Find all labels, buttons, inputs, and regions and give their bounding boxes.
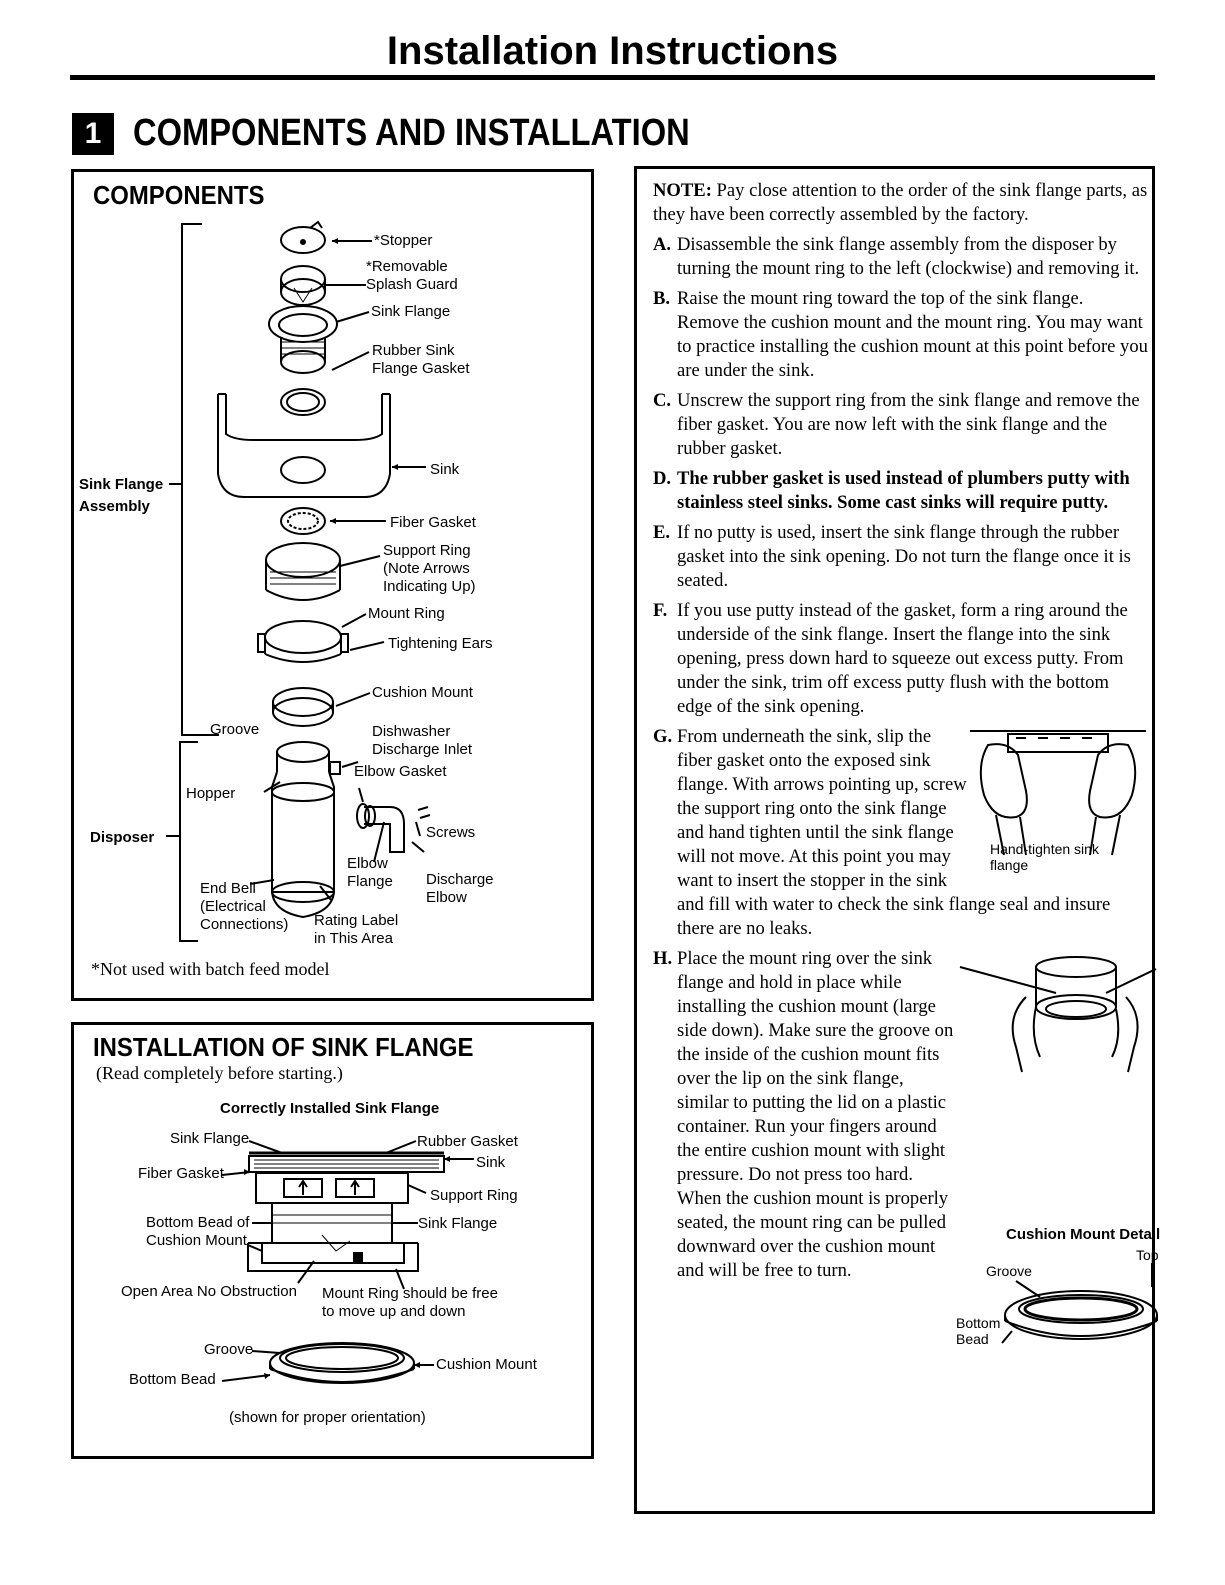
- label-screws: Screws: [426, 824, 476, 841]
- label-groove: Groove: [210, 721, 260, 738]
- step-text: Unscrew the support ring from the sink flange and remove the fiber gasket. You are now left with the sink flange and the rubber gasket.: [677, 390, 1140, 459]
- step-text: If you use putty instead of the gasket, form a ring around the underside of the sink flange. Insert the flange into the sink opening, press down hard to squeeze out excess putty. From under the sink, trim off excess putty flush with the bottom edge of the sink opening.: [677, 600, 1128, 717]
- section-title: COMPONENTS AND INSTALLATION: [133, 112, 690, 154]
- label-indicating-up: Indicating Up): [383, 578, 476, 595]
- step-text: Disassemble the sink flange assembly from the disposer by turning the mount ring to the left (clockwise) and removing it.: [677, 234, 1140, 279]
- mount-ring-hands-illustration: [956, 947, 1166, 1077]
- label-support-ring: Support Ring: [383, 542, 471, 559]
- label-install-groove: Groove: [204, 1341, 254, 1358]
- instructions-panel: [634, 166, 1161, 1514]
- step-letter: F.: [653, 600, 668, 621]
- label-sink-flange-assembly-1: Sink Flange: [79, 476, 164, 493]
- label-in-this-area: in This Area: [314, 930, 393, 947]
- label-orientation: (shown for proper orientation): [229, 1409, 426, 1426]
- label-install-cushion-mount: Cushion Mount: [436, 1356, 537, 1373]
- step-g: [653, 725, 1148, 941]
- step-letter: E.: [653, 522, 671, 543]
- label-stopper: *Stopper: [374, 232, 433, 249]
- label-bottom-bead: Bottom Bead: [129, 1371, 216, 1388]
- label-dishwasher: Dishwasher: [372, 723, 451, 740]
- label-rating-label: Rating Label: [314, 912, 399, 929]
- step-a: [653, 233, 1148, 281]
- label-install-support-ring: Support Ring: [430, 1187, 518, 1204]
- components-diagram: [74, 212, 591, 1002]
- fig-h-bead: Bead: [956, 1331, 989, 1347]
- components-panel: [71, 169, 594, 1001]
- step-f: [653, 599, 1148, 719]
- mount-ring-hands-figure: [956, 947, 1166, 1077]
- label-flange: Flange: [347, 873, 393, 890]
- fig-h-title: Cushion Mount Detail: [1006, 1226, 1161, 1243]
- label-fiber-gasket: Fiber Gasket: [390, 514, 476, 531]
- label-open-area: Open Area No Obstruction: [121, 1283, 297, 1300]
- instructions-text: [653, 179, 1161, 1363]
- title-rule: [70, 75, 1155, 80]
- label-hopper: Hopper: [186, 785, 236, 802]
- install-subheading: (Read completely before starting.): [96, 1063, 343, 1083]
- label-elbow2: Elbow: [426, 889, 467, 906]
- label-install-sink-flange: Sink Flange: [418, 1215, 498, 1232]
- step-letter: D.: [653, 468, 672, 489]
- label-rubber-gasket: Rubber Gasket: [417, 1133, 518, 1150]
- step-e: [653, 521, 1148, 593]
- label-removable: *Removable: [366, 258, 448, 275]
- fig-h-top: Top: [1136, 1247, 1159, 1263]
- step-d: [653, 467, 1148, 515]
- label-connections: Connections): [200, 916, 289, 933]
- page-title: Installation Instructions: [386, 29, 839, 73]
- label-mount-ring: Mount Ring: [368, 605, 445, 622]
- label-tightening-ears: Tightening Ears: [388, 635, 493, 652]
- step-text: From underneath the sink, slip the fiber gasket onto the exposed sink flange. With arrows pointing up, screw the support ring onto the sink flange and hand tighten until the sink flange will not move. At this point you may want to insert the stopper in the sink and fill with water to check the sink flange seal and insure there are no leaks.: [677, 726, 1111, 939]
- step-b: [653, 287, 1148, 383]
- section-number-badge: 1: [72, 113, 114, 155]
- label-elbow-gasket: Elbow Gasket: [354, 763, 447, 780]
- fig-h-groove: Groove: [986, 1263, 1032, 1279]
- label-splash-guard: Splash Guard: [366, 276, 458, 293]
- label-sink-flange-top: Sink Flange: [170, 1130, 250, 1147]
- step-letter: C.: [653, 390, 672, 411]
- label-cushion-mount-left: Cushion Mount: [146, 1232, 247, 1249]
- label-elbow: Elbow: [347, 855, 388, 872]
- label-install-sink: Sink: [476, 1154, 506, 1171]
- label-bottom-bead-of: Bottom Bead of: [146, 1214, 250, 1231]
- cushion-mount-detail-illustration: [956, 1227, 1166, 1363]
- label-sink: Sink: [430, 461, 460, 478]
- label-end-bell: End Bell: [200, 880, 256, 897]
- install-heading: INSTALLATION OF SINK FLANGE: [93, 1032, 474, 1062]
- label-sink-flange: Sink Flange: [371, 303, 451, 320]
- step-c: [653, 389, 1148, 461]
- components-heading: COMPONENTS: [93, 180, 265, 210]
- label-note-arrows: (Note Arrows: [383, 560, 470, 577]
- step-letter: B.: [653, 288, 671, 309]
- fig-h-bottom: Bottom: [956, 1315, 1001, 1331]
- label-electrical: (Electrical: [200, 898, 266, 915]
- components-footnote: *Not used with batch feed model: [91, 959, 330, 979]
- label-cushion-mount: Cushion Mount: [372, 684, 473, 701]
- label-rubber-sink: Rubber Sink: [372, 342, 455, 359]
- fig-g-caption-2: flange: [990, 857, 1029, 873]
- note-paragraph: [653, 179, 1148, 227]
- label-install-fiber-gasket: Fiber Gasket: [138, 1165, 224, 1182]
- step-h: [653, 947, 1161, 1347]
- label-move-up-down: to move up and down: [322, 1303, 466, 1320]
- step-letter: A.: [653, 234, 672, 255]
- label-discharge-inlet: Discharge Inlet: [372, 741, 473, 758]
- label-flange-gasket: Flange Gasket: [372, 360, 470, 377]
- note-label: NOTE:: [653, 180, 712, 201]
- label-sink-flange-assembly-2: Assembly: [79, 498, 150, 515]
- installation-panel: [71, 1022, 594, 1459]
- hand-tighten-figure: [968, 725, 1148, 883]
- label-mount-ring-free: Mount Ring should be free: [322, 1285, 498, 1302]
- note-text: Pay close attention to the order of the sink flange parts, as they have been correctly assembled by the factory.: [653, 180, 1148, 225]
- label-discharge: Discharge: [426, 871, 494, 888]
- cushion-mount-detail-figure: [956, 1227, 1166, 1363]
- label-disposer: Disposer: [90, 829, 155, 846]
- step-letter: G.: [653, 726, 673, 747]
- step-text: Raise the mount ring toward the top of the sink flange. Remove the cushion mount and the mount ring. You may want to practice installing the cushion mount at this point before you are under the sink.: [677, 288, 1148, 381]
- step-text: Place the mount ring over the sink flange and hold in place while installing the cushion mount (large side down). Make sure the groove on the inside of the cushion mount fits over the lip on the sink flange, similar to putting the lid on a plastic container. Run your fingers around the entire cushion mount with slight pressure. Do not press too hard. When the cushion mount is properly seated, the mount ring can be pulled downward over the cushion mount and will be free to turn.: [677, 948, 954, 1281]
- figure-title: Correctly Installed Sink Flange: [220, 1100, 440, 1117]
- sink-flange-diagram: [74, 1093, 591, 1453]
- step-text: The rubber gasket is used instead of plumbers putty with stainless steel sinks. Some cast sinks will require putty.: [677, 468, 1130, 513]
- step-text: If no putty is used, insert the sink flange through the rubber gasket into the sink opening. Do not turn the flange once it is seated.: [677, 522, 1131, 591]
- step-letter: H.: [653, 948, 673, 969]
- fig-g-caption-1: Hand-tighten sink: [990, 841, 1099, 857]
